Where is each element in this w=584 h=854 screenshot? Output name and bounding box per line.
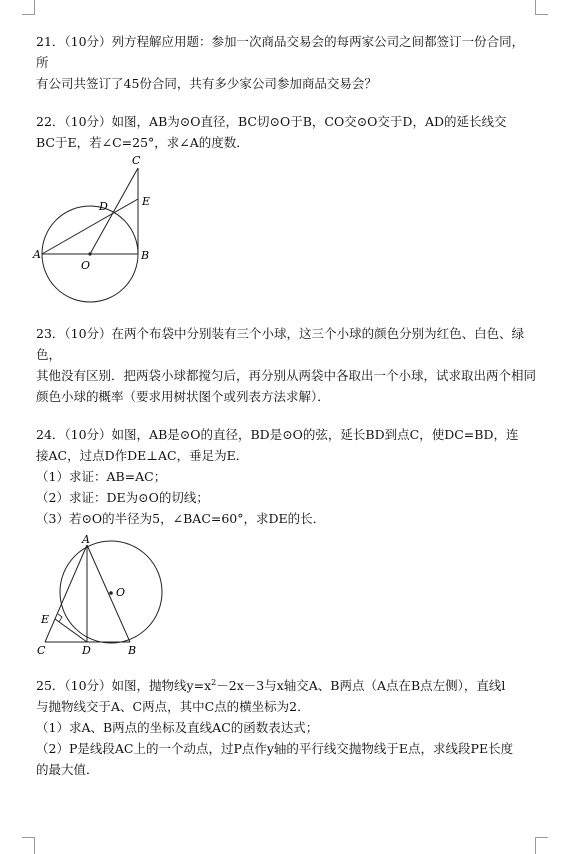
question-25-exponent: 2: [211, 678, 217, 687]
question-25-item-2: （2）P是线段AC上的一个动点，过P点作y轴的平行线交抛物线于E点，求线段PE长度: [36, 741, 514, 757]
q22-label-e: E: [142, 195, 151, 208]
question-24-item-3: （3）若⊙O的半径为5，∠BAC=60°，求DE的长．: [36, 511, 326, 526]
question-22-figure: [32, 153, 172, 313]
exam-page: [33, 31, 537, 780]
question-22-line-2: BC于E，若∠C=25°，求∠A的度数．: [36, 135, 249, 150]
crop-mark-bottom-left: [22, 837, 35, 854]
question-23: [36, 323, 536, 407]
q22-segment-co: [90, 168, 138, 254]
question-25-line-2: 与抛物线交于A、C两点，其中C点的横坐标为2．: [36, 699, 310, 715]
question-25: [36, 672, 536, 780]
q24-right-angle-mark: [58, 614, 62, 622]
q22-label-c: C: [132, 154, 141, 167]
crop-mark-bottom-right: [535, 837, 548, 854]
q24-label-d: D: [82, 644, 91, 657]
question-25-line-1-end: －2x－3与x轴交A、B两点（A点在B点左侧），直线l: [216, 678, 506, 694]
question-24-line-2: 接AC，过点D作DE⊥AC，垂足为E．: [36, 448, 249, 463]
question-24: [36, 424, 536, 529]
q24-label-b: B: [128, 644, 137, 657]
question-21-line-1: 21．（10分）列方程解应用题：参加一次商品交易会的每两家公司之间都签订一份合同，所: [36, 34, 525, 70]
q24-center-dot: [109, 591, 113, 595]
crop-mark-top-left: [22, 0, 35, 15]
q24-segment-de: [55, 619, 87, 642]
question-21-line-2: 有公司共签订了45份合同，共有多少家公司参加商品交易会？: [36, 76, 377, 91]
question-24-item-1: （1）求证：AB=AC；: [36, 469, 167, 484]
question-25-item-3: 的最大值．: [36, 762, 99, 778]
q22-segment-ae: [42, 199, 138, 254]
q24-label-e: E: [41, 613, 50, 626]
q22-center-dot: [88, 252, 91, 255]
question-25-line-1: [36, 672, 536, 696]
q24-label-a: A: [82, 535, 90, 546]
question-22: [36, 111, 536, 153]
question-25-item-1: （1）求A、B两点的坐标及直线AC的函数表达式；: [36, 720, 319, 736]
question-24-line-1: 24．（10分）如图，AB是⊙O的直径，BD是⊙O的弦，延长BD到点C，使DC=BD，连: [36, 427, 519, 442]
q22-label-d: D: [99, 200, 108, 213]
question-23-line-2: 其他没有区别．把两袋小球都搅匀后，再分别从两袋中各取出一个小球，试求取出两个相同: [36, 368, 537, 383]
question-23-line-3: 颜色小球的概率（要求用树状图个或列表方法求解）．: [36, 389, 330, 404]
question-23-line-1: 23．（10分）在两个布袋中分别装有三个小球，这三个小球的颜色分别为红色、白色、绿色，: [36, 326, 525, 362]
question-24-figure: [34, 535, 174, 660]
question-21: [36, 31, 536, 94]
q22-label-a: A: [33, 248, 41, 261]
crop-mark-top-right: [535, 0, 548, 15]
question-24-item-2: （2）求证：DE为⊙O的切线；: [36, 490, 209, 505]
question-22-line-1: 22．（10分）如图，AB为⊙O直径，BC切⊙O于B，CO交⊙O交于D，AD的延长线交: [36, 114, 507, 129]
q22-label-o: O: [81, 259, 91, 272]
question-25-line-1-start: 25．（10分）如图，抛物线y=x: [36, 678, 212, 694]
q24-label-o: O: [116, 586, 126, 599]
q22-label-b: B: [141, 249, 150, 262]
q24-label-c: C: [37, 644, 46, 657]
